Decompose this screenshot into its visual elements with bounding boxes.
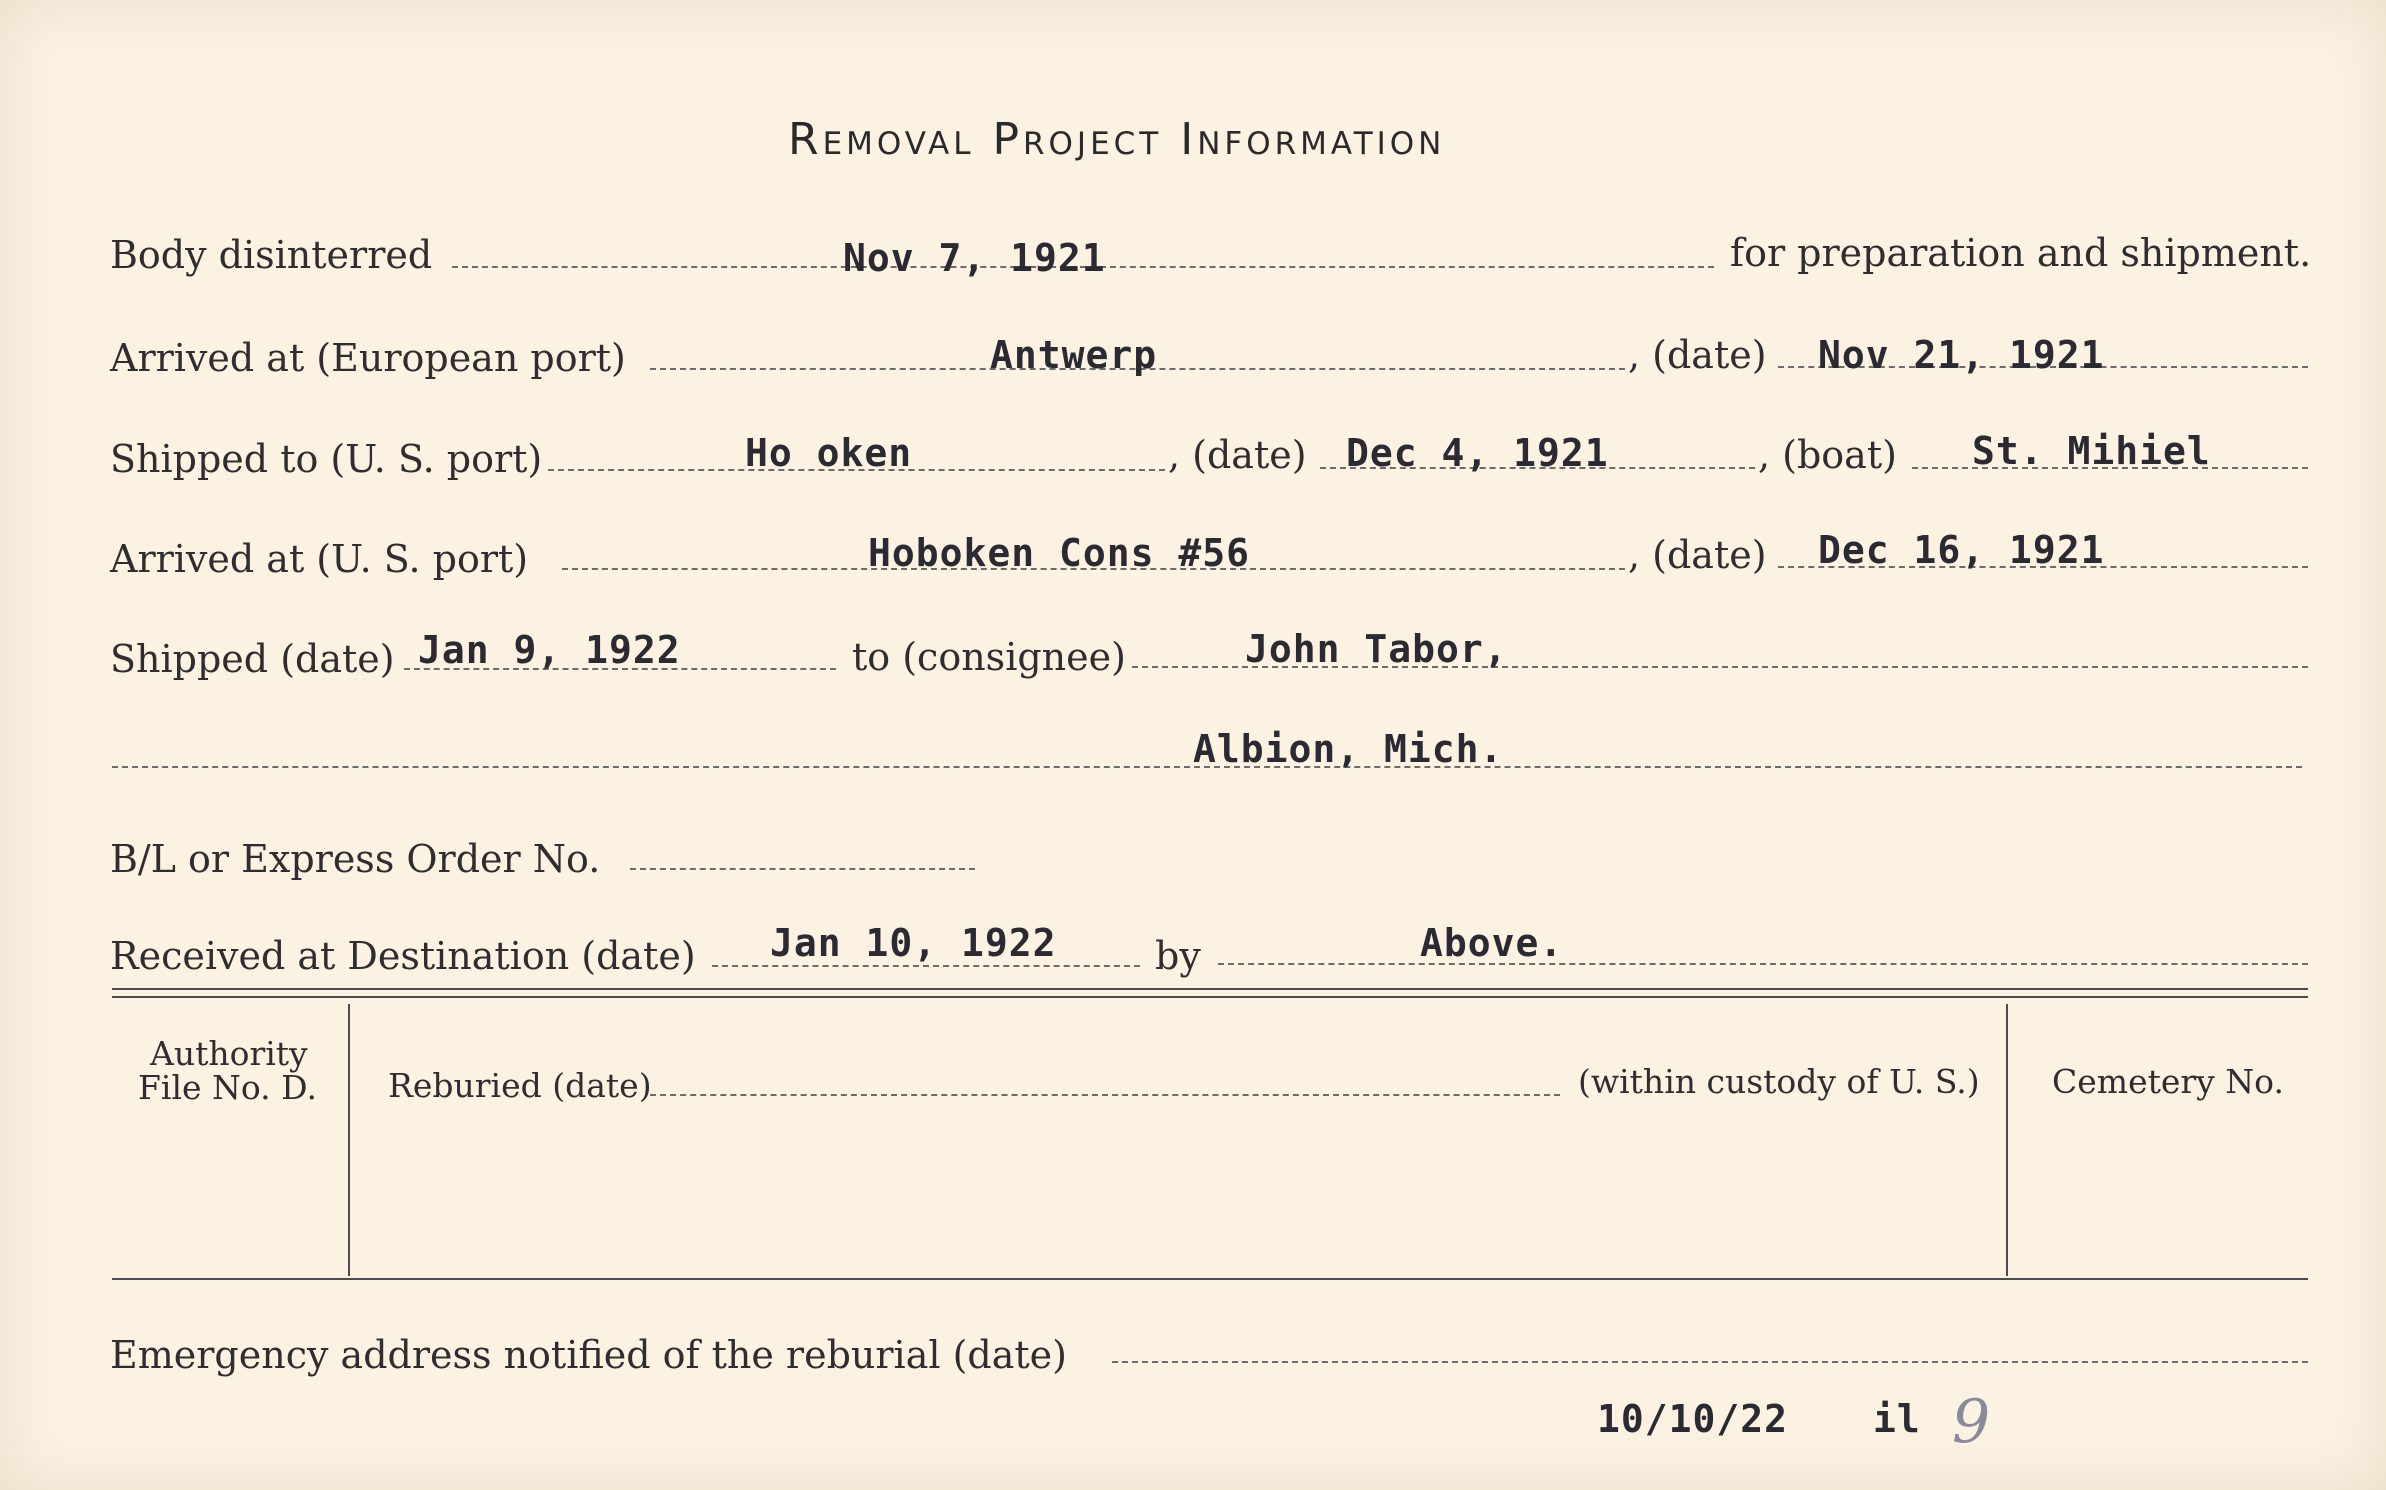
stamp-date: 10/10/22 xyxy=(1597,1397,1789,1441)
card-title: Removal Project Information xyxy=(788,114,1446,165)
label-to-consignee: to (consignee) xyxy=(852,635,1126,679)
box-divider-left xyxy=(348,1004,350,1276)
value-disinterred-date: Nov 7, 1921 xyxy=(843,236,1106,280)
label-arrived-us: Arrived at (U. S. port) xyxy=(110,537,529,581)
label-shipped-date: Shipped (date) xyxy=(110,637,395,681)
stamp-initials: il xyxy=(1873,1397,1921,1441)
leader-reburied xyxy=(650,1094,1560,1096)
label-us-ship-date: , (date) xyxy=(1168,433,1307,477)
label-file-no: File No. D. xyxy=(138,1068,317,1107)
value-received-by: Above. xyxy=(1420,921,1564,965)
leader-received-date xyxy=(712,965,1140,967)
value-european-arrival-date: Nov 21, 1921 xyxy=(1818,333,2105,377)
label-within-custody: (within custody of U. S.) xyxy=(1578,1062,1980,1101)
label-cemetery-no: Cemetery No. xyxy=(2052,1062,2284,1101)
handwritten-mark: 9 xyxy=(1952,1387,1991,1457)
label-boat: , (boat) xyxy=(1758,433,1897,477)
label-body-disinterred: Body disinterred xyxy=(110,233,433,277)
value-consignee-name: John Tabor, xyxy=(1245,627,1508,671)
leader-received-by xyxy=(1218,963,2308,965)
label-bl-order: B/L or Express Order No. xyxy=(110,837,601,881)
double-rule-top xyxy=(112,988,2308,990)
value-shipped-date: Jan 9, 1922 xyxy=(418,628,681,672)
value-us-port-shipped: Ho oken xyxy=(745,431,913,475)
value-us-arrival-date: Dec 16, 1921 xyxy=(1818,528,2105,572)
leader-bl-order xyxy=(630,868,975,870)
value-consignee-address: Albion, Mich. xyxy=(1193,727,1504,771)
box-divider-right xyxy=(2006,1004,2008,1276)
label-authority: Authority xyxy=(150,1034,308,1073)
label-reburied: Reburied (date) xyxy=(388,1066,652,1105)
value-us-ship-date: Dec 4, 1921 xyxy=(1346,431,1609,475)
value-boat: St. Mihiel xyxy=(1972,429,2211,473)
leader-emergency xyxy=(1112,1361,2308,1363)
label-shipped-to-us: Shipped to (U. S. port) xyxy=(110,437,543,481)
label-european-date: , (date) xyxy=(1628,333,1767,377)
label-by: by xyxy=(1155,934,1201,978)
label-emergency: Emergency address notified of the reburial (date) xyxy=(110,1333,1067,1377)
label-us-arrival-date: , (date) xyxy=(1628,533,1767,577)
value-european-port: Antwerp xyxy=(990,333,1158,377)
value-us-port-arrived: Hoboken Cons #56 xyxy=(868,531,1251,575)
box-bottom-rule xyxy=(112,1278,2308,1280)
label-arrived-european: Arrived at (European port) xyxy=(110,336,626,380)
label-received-destination: Received at Destination (date) xyxy=(110,934,696,978)
value-received-date: Jan 10, 1922 xyxy=(770,921,1057,965)
label-for-preparation: for preparation and shipment. xyxy=(1730,231,2312,275)
double-rule-bottom xyxy=(112,996,2308,998)
